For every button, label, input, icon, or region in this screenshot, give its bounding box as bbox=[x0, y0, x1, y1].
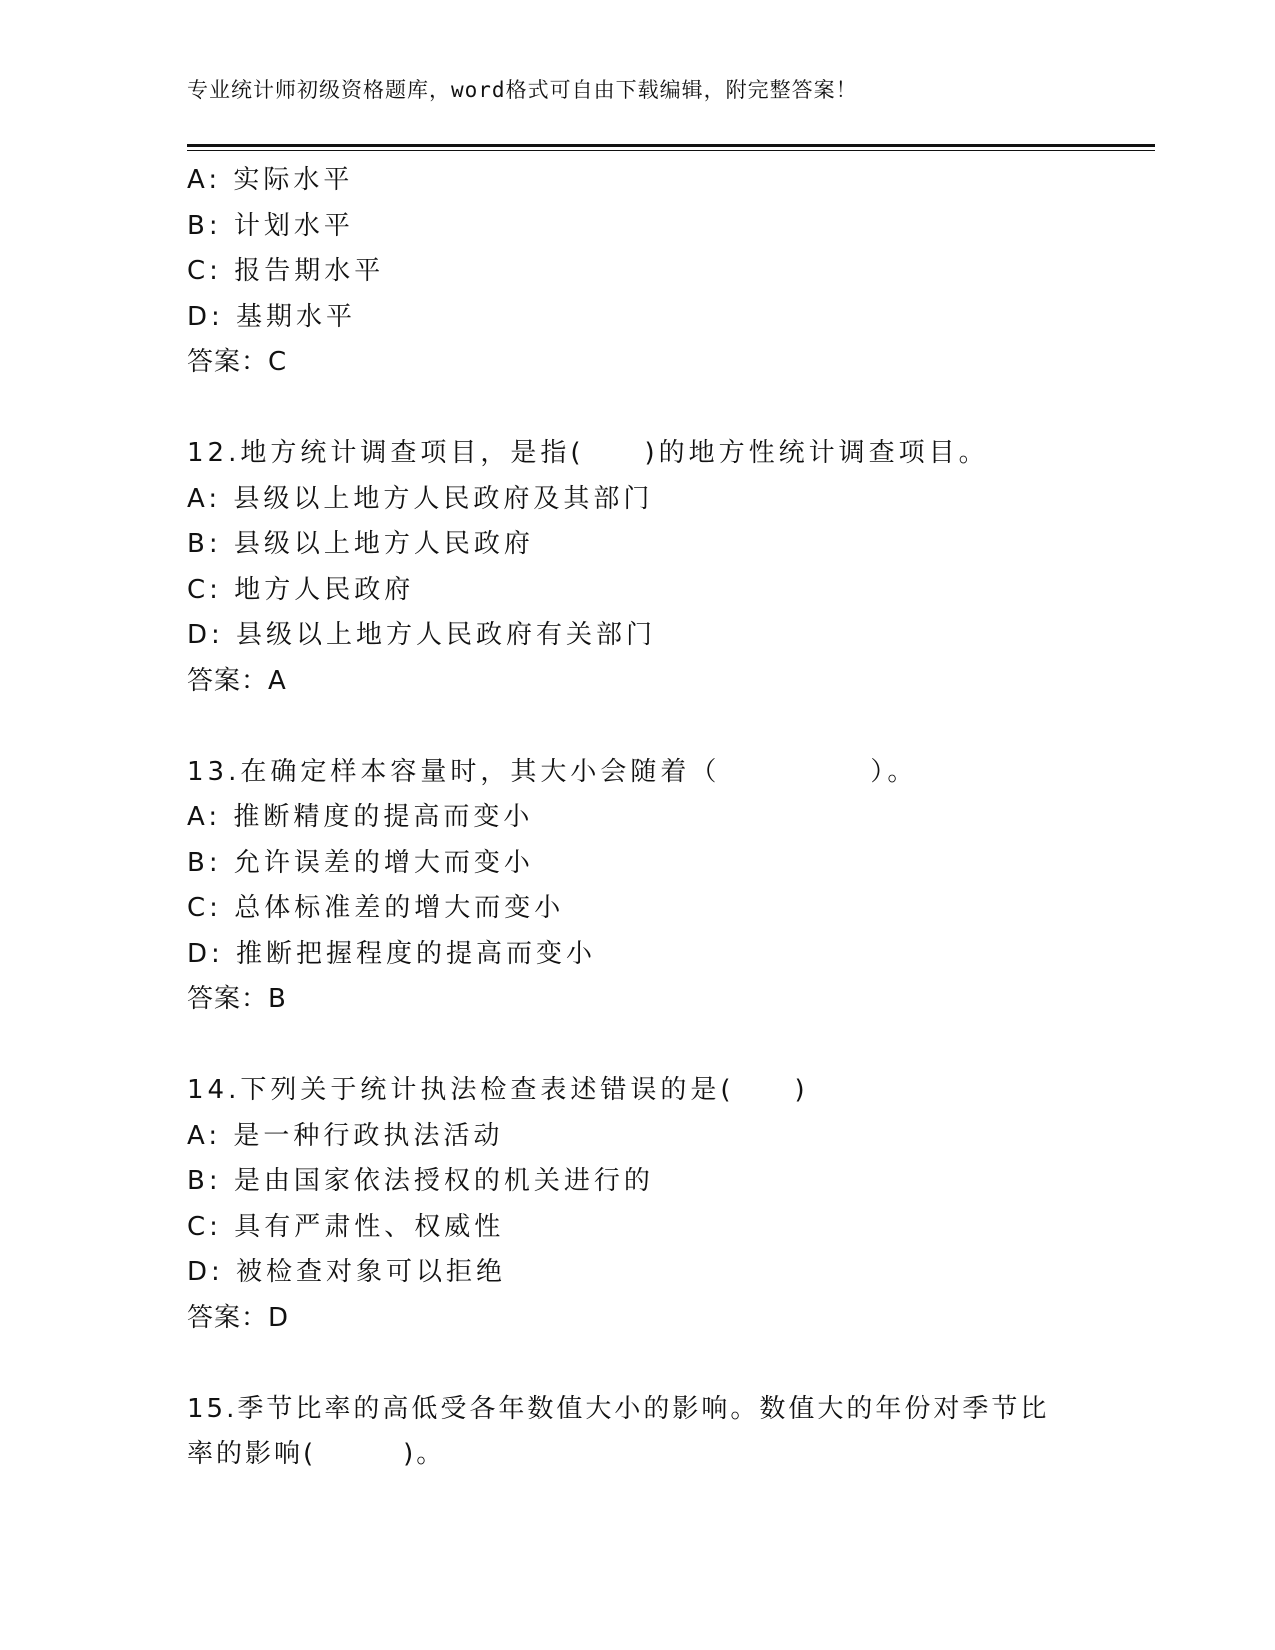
question-stem: 15.季节比率的高低受各年数值大小的影响。数值大的年份对季节比率的影响( )。 bbox=[187, 1393, 1050, 1469]
option-a: A: 县级以上地方人民政府及其部门 bbox=[187, 483, 654, 514]
option-c: C: 具有严肃性、权威性 bbox=[187, 1211, 505, 1242]
option-a: A: 实际水平 bbox=[187, 165, 354, 195]
spacer bbox=[187, 1023, 1155, 1069]
option-b: B: 县级以上地方人民政府 bbox=[187, 529, 534, 559]
question-stem: 13.在确定样本容量时，其大小会随着（ ）。 bbox=[187, 756, 918, 787]
option-d: D: 推断把握程度的提高而变小 bbox=[187, 938, 597, 969]
question-block-15 bbox=[187, 1387, 1067, 1478]
question-stem: 14.下列关于统计执法检查表述错误的是( ) bbox=[187, 1075, 809, 1105]
answer-line: 答案：C bbox=[187, 347, 288, 377]
option-a: A: 是一种行政执法活动 bbox=[187, 1120, 504, 1151]
option-c: C: 地方人民政府 bbox=[187, 574, 415, 605]
option-c: C: 总体标准差的增大而变小 bbox=[187, 893, 565, 923]
question-block-previous bbox=[187, 158, 1155, 386]
question-block-14 bbox=[187, 1068, 1155, 1341]
option-b: B: 允许误差的增大而变小 bbox=[187, 847, 534, 878]
spacer bbox=[187, 704, 1155, 750]
answer-line: 答案：B bbox=[187, 984, 287, 1014]
question-block-13 bbox=[187, 750, 1155, 1023]
question-block-12 bbox=[187, 431, 1155, 704]
spacer bbox=[187, 386, 1155, 432]
option-c: C: 报告期水平 bbox=[187, 256, 385, 286]
header-divider-thick bbox=[187, 144, 1155, 147]
header-divider-thin bbox=[187, 150, 1155, 151]
page-header: 专业统计师初级资格题库，word格式可自由下载编辑，附完整答案！ bbox=[187, 78, 858, 102]
option-d: D: 基期水平 bbox=[187, 301, 357, 332]
spacer bbox=[187, 1341, 1155, 1387]
answer-line: 答案：A bbox=[187, 665, 287, 696]
option-d: D: 县级以上地方人民政府有关部门 bbox=[187, 620, 657, 650]
answer-line: 答案：D bbox=[187, 1302, 290, 1333]
option-d: D: 被检查对象可以拒绝 bbox=[187, 1257, 507, 1287]
option-b: B: 计划水平 bbox=[187, 210, 354, 241]
option-b: B: 是由国家依法授权的机关进行的 bbox=[187, 1166, 654, 1196]
question-stem: 12.地方统计调查项目，是指( )的地方性统计调查项目。 bbox=[187, 438, 989, 468]
question-list bbox=[187, 158, 1155, 1478]
option-a: A: 推断精度的提高而变小 bbox=[187, 802, 534, 832]
